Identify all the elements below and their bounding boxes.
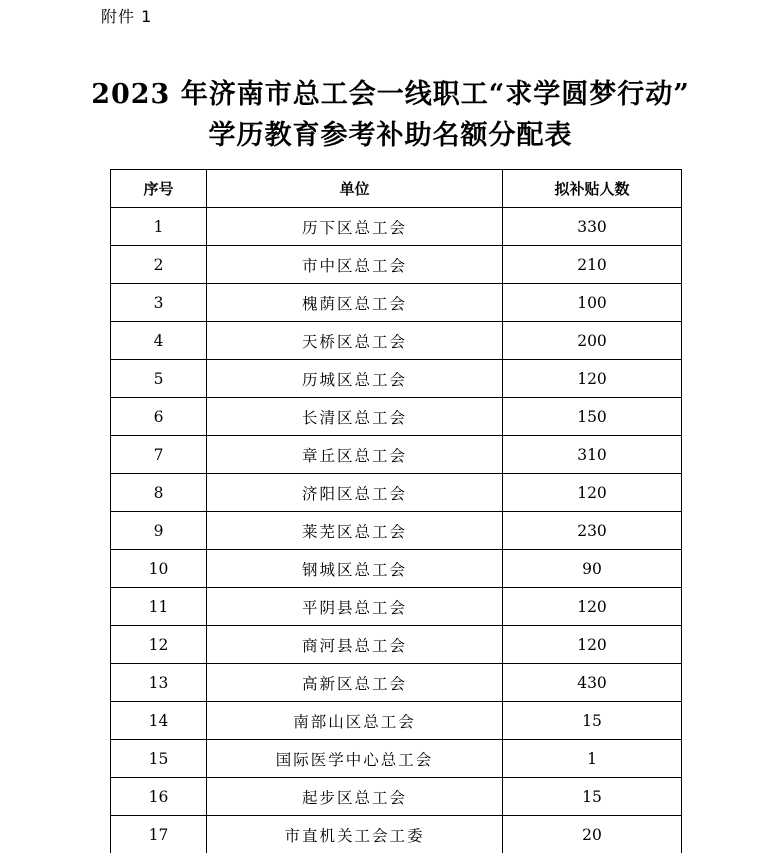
row-count: 15 — [503, 778, 682, 816]
row-number: 15 — [111, 740, 207, 778]
document-title-line-1: 2023 年济南市总工会一线职工“求学圆梦行动” — [91, 79, 690, 110]
row-unit: 历下区总工会 — [207, 208, 503, 246]
row-count: 150 — [503, 398, 682, 436]
row-count: 100 — [503, 284, 682, 322]
row-unit: 天桥区总工会 — [207, 322, 503, 360]
row-unit: 国际医学中心总工会 — [207, 740, 503, 778]
table-row — [111, 626, 682, 664]
row-number: 12 — [111, 626, 207, 664]
row-number: 6 — [111, 398, 207, 436]
row-count: 15 — [503, 702, 682, 740]
table-header-row — [111, 170, 682, 208]
row-unit: 高新区总工会 — [207, 664, 503, 702]
table-row — [111, 588, 682, 626]
row-number: 9 — [111, 512, 207, 550]
table-row — [111, 436, 682, 474]
row-unit: 商河县总工会 — [207, 626, 503, 664]
row-number: 7 — [111, 436, 207, 474]
table-row — [111, 322, 682, 360]
header-unit: 单位 — [207, 170, 503, 208]
row-unit: 钢城区总工会 — [207, 550, 503, 588]
row-number: 11 — [111, 588, 207, 626]
table-row — [111, 284, 682, 322]
row-count: 20 — [503, 816, 682, 854]
row-number: 13 — [111, 664, 207, 702]
row-count: 120 — [503, 360, 682, 398]
row-unit: 章丘区总工会 — [207, 436, 503, 474]
table-row — [111, 702, 682, 740]
row-count: 230 — [503, 512, 682, 550]
row-number: 10 — [111, 550, 207, 588]
header-subsidy-count: 拟补贴人数 — [503, 170, 682, 208]
row-unit: 市直机关工会工委 — [207, 816, 503, 854]
allocation-table — [110, 169, 682, 853]
row-count: 1 — [503, 740, 682, 778]
row-count: 120 — [503, 474, 682, 512]
row-count: 120 — [503, 588, 682, 626]
row-unit: 起步区总工会 — [207, 778, 503, 816]
table-row — [111, 740, 682, 778]
header-serial-number: 序号 — [111, 170, 207, 208]
row-unit: 济阳区总工会 — [207, 474, 503, 512]
row-number: 3 — [111, 284, 207, 322]
table-row — [111, 360, 682, 398]
row-unit: 市中区总工会 — [207, 246, 503, 284]
row-count: 200 — [503, 322, 682, 360]
row-count: 430 — [503, 664, 682, 702]
row-number: 14 — [111, 702, 207, 740]
table-row — [111, 664, 682, 702]
row-unit: 槐荫区总工会 — [207, 284, 503, 322]
row-count: 330 — [503, 208, 682, 246]
table-row — [111, 246, 682, 284]
row-number: 5 — [111, 360, 207, 398]
row-unit: 莱芜区总工会 — [207, 512, 503, 550]
table-row — [111, 474, 682, 512]
row-count: 210 — [503, 246, 682, 284]
table-row — [111, 512, 682, 550]
table-row — [111, 208, 682, 246]
table-row — [111, 550, 682, 588]
row-number: 17 — [111, 816, 207, 854]
row-number: 16 — [111, 778, 207, 816]
row-number: 8 — [111, 474, 207, 512]
row-number: 1 — [111, 208, 207, 246]
table-row — [111, 398, 682, 436]
row-count: 90 — [503, 550, 682, 588]
row-unit: 长清区总工会 — [207, 398, 503, 436]
row-number: 2 — [111, 246, 207, 284]
row-unit: 平阴县总工会 — [207, 588, 503, 626]
row-unit: 历城区总工会 — [207, 360, 503, 398]
row-count: 310 — [503, 436, 682, 474]
table-row — [111, 816, 682, 854]
document-title-line-2: 学历教育参考补助名额分配表 — [208, 120, 573, 151]
row-number: 4 — [111, 322, 207, 360]
row-count: 120 — [503, 626, 682, 664]
table-row — [111, 778, 682, 816]
attachment-label: 附件 1 — [101, 7, 153, 26]
row-unit: 南部山区总工会 — [207, 702, 503, 740]
